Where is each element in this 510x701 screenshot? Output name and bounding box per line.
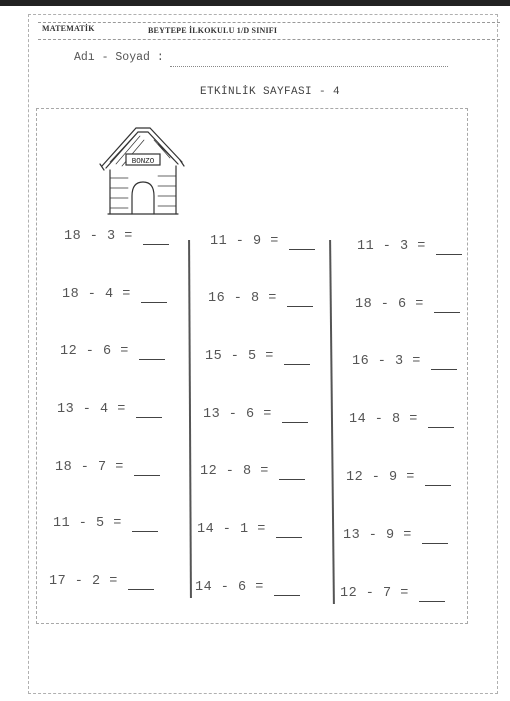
subject-label: MATEMATİK: [42, 24, 95, 33]
problem: 12 - 8 =: [200, 464, 305, 480]
answer-blank[interactable]: [422, 541, 448, 544]
answer-blank[interactable]: [128, 587, 154, 590]
problem: 12 - 9 =: [346, 470, 451, 486]
problem: 16 - 3 =: [352, 354, 457, 370]
problem: 18 - 3 =: [64, 229, 169, 245]
answer-blank[interactable]: [419, 599, 445, 602]
problem: 11 - 3 =: [357, 239, 462, 255]
problem: 13 - 4 =: [57, 402, 162, 418]
answer-blank[interactable]: [136, 415, 162, 418]
answer-blank[interactable]: [134, 473, 160, 476]
problem: 12 - 7 =: [340, 586, 445, 602]
answer-blank[interactable]: [141, 300, 167, 303]
problem: 14 - 1 =: [197, 522, 302, 538]
answer-blank[interactable]: [139, 357, 165, 360]
answer-blank[interactable]: [289, 247, 315, 250]
answer-blank[interactable]: [431, 367, 457, 370]
problem: 11 - 5 =: [53, 516, 158, 532]
problem: 13 - 9 =: [343, 528, 448, 544]
problem: 12 - 6 =: [60, 344, 165, 360]
answer-blank[interactable]: [274, 593, 300, 596]
answer-blank[interactable]: [287, 304, 313, 307]
answer-blank[interactable]: [132, 529, 158, 532]
problem: 18 - 4 =: [62, 287, 167, 303]
answer-blank[interactable]: [279, 477, 305, 480]
answer-blank[interactable]: [428, 425, 454, 428]
answer-blank[interactable]: [143, 242, 169, 245]
school-label: BEYTEPE İLKOKULU 1/D SINIFI: [148, 26, 278, 35]
problem: 13 - 6 =: [203, 407, 308, 423]
problem: 11 - 9 =: [210, 234, 315, 250]
sheet-title: ETKİNLİK SAYFASI - 4: [199, 86, 341, 98]
answer-blank[interactable]: [436, 252, 462, 255]
problem: 16 - 8 =: [208, 291, 313, 307]
doghouse-sign: BONZO: [131, 158, 155, 166]
problem: 14 - 6 =: [195, 580, 300, 596]
problem: 17 - 2 =: [49, 574, 154, 590]
doghouse-illustration: [96, 118, 188, 218]
problem: 18 - 7 =: [55, 460, 160, 476]
problem: 15 - 5 =: [205, 349, 310, 365]
answer-blank[interactable]: [282, 420, 308, 423]
name-label: Adı - Soyad :: [74, 51, 164, 64]
name-field-line: [170, 66, 448, 67]
answer-blank[interactable]: [276, 535, 302, 538]
answer-blank[interactable]: [434, 310, 460, 313]
problem: 18 - 6 =: [355, 297, 460, 313]
answer-blank[interactable]: [425, 483, 451, 486]
answer-blank[interactable]: [284, 362, 310, 365]
problem: 14 - 8 =: [349, 412, 454, 428]
scan-top-edge: [0, 0, 510, 6]
